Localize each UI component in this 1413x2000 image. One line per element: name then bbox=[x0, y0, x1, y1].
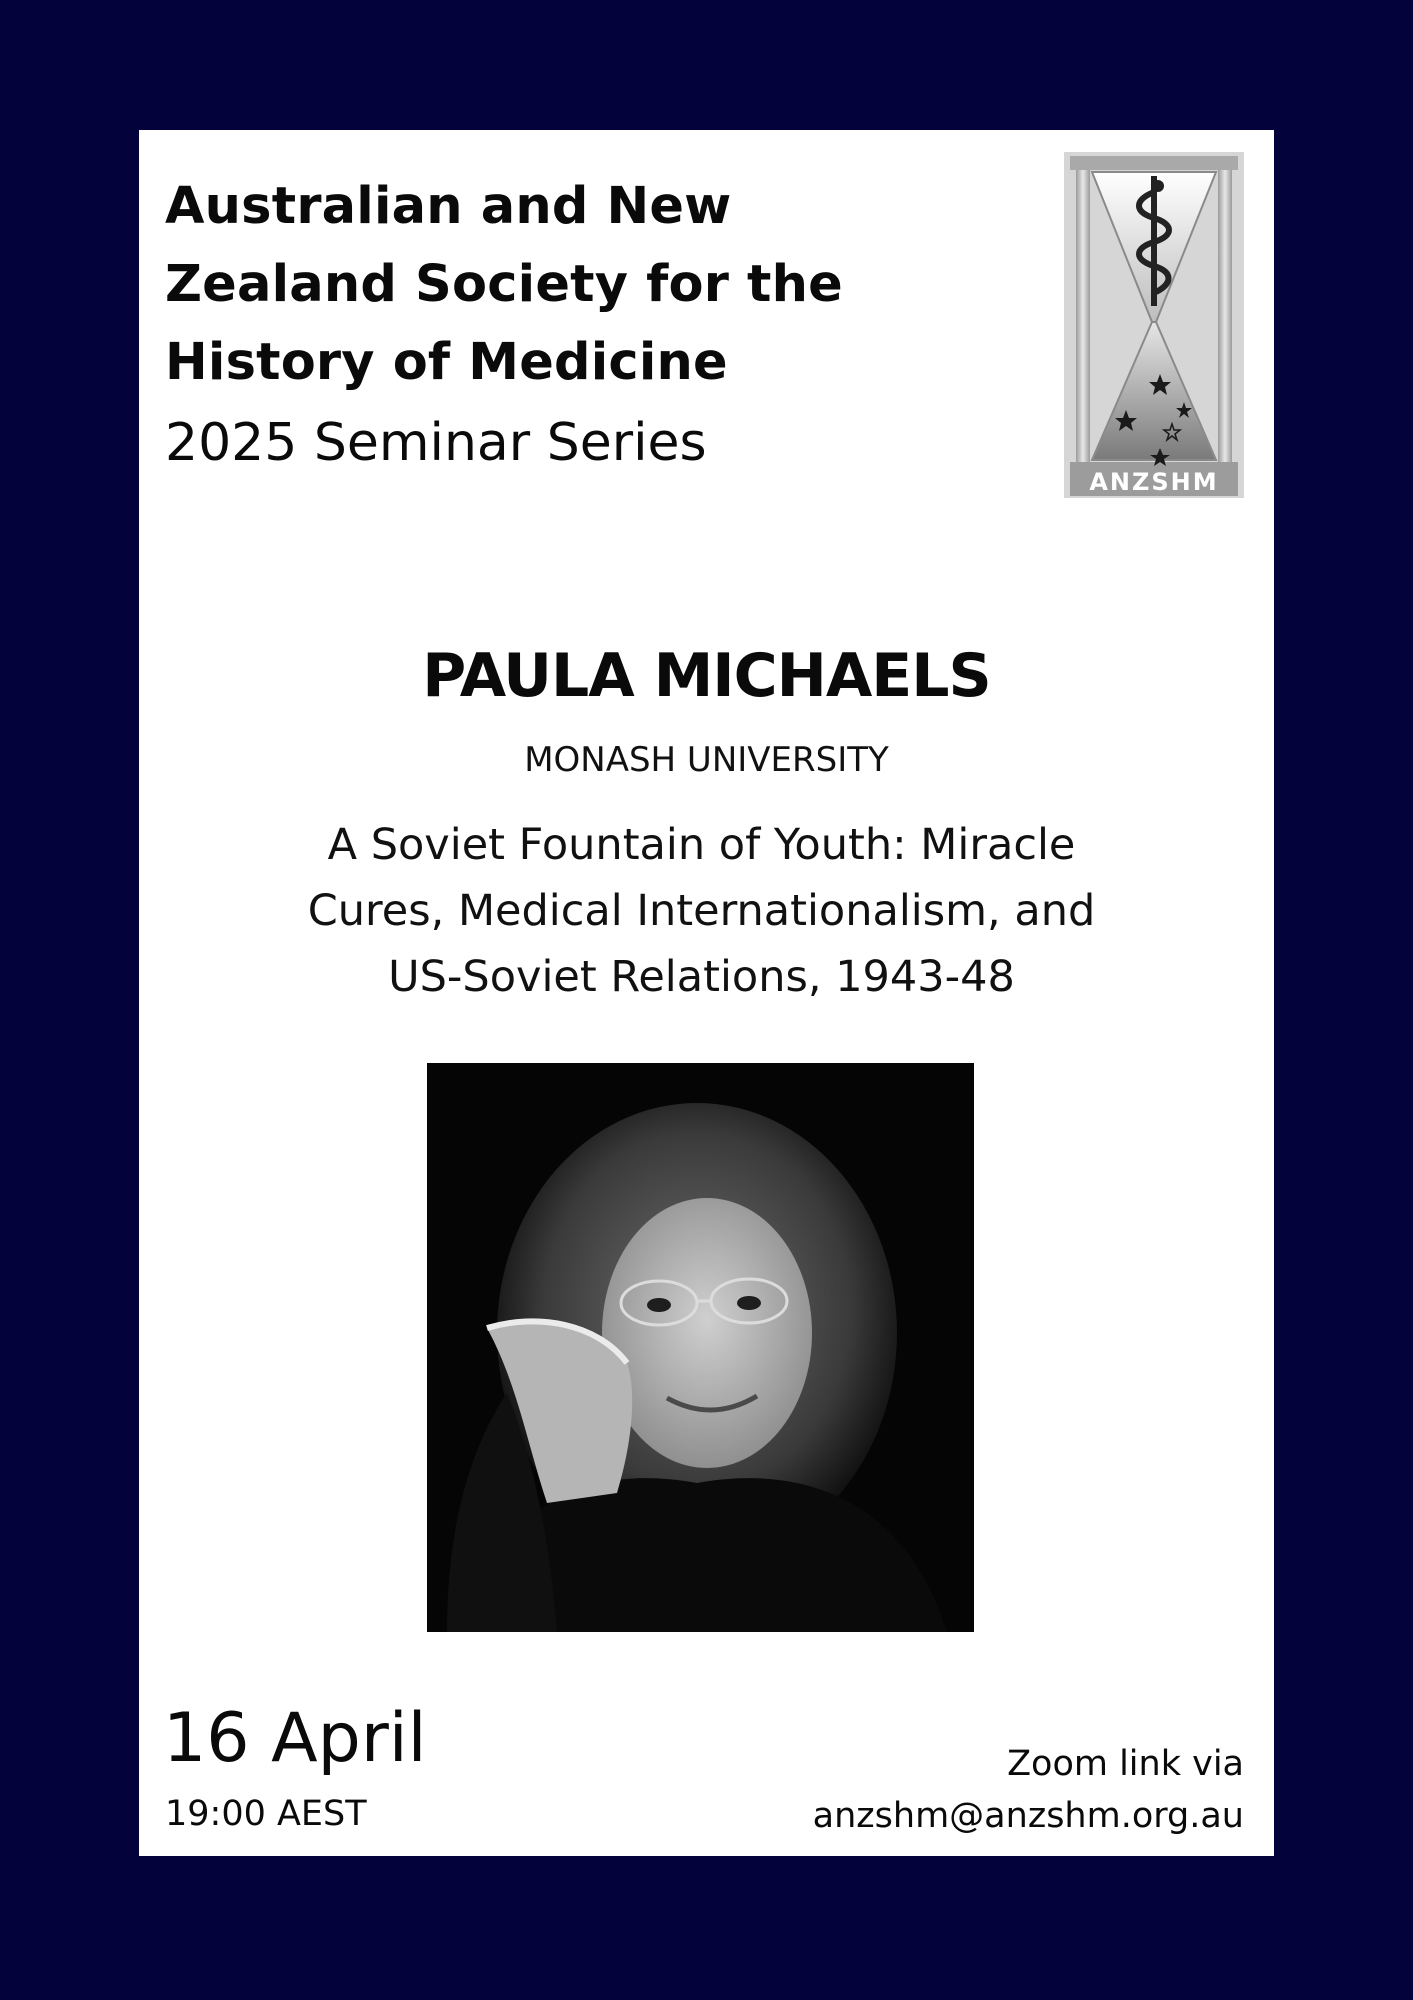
org-name-line-2: Zealand Society for the bbox=[165, 255, 843, 314]
zoom-info bbox=[813, 1738, 1244, 1842]
speaker-photo bbox=[427, 1063, 974, 1632]
speaker-portrait-image bbox=[427, 1063, 974, 1632]
talk-title-line-1: A Soviet Fountain of Youth: Miracle bbox=[327, 820, 1076, 870]
anzshm-logo bbox=[1064, 152, 1244, 498]
speaker-affiliation: MONASH UNIVERSITY bbox=[524, 740, 889, 780]
talk-title-line-2: Cures, Medical Internationalism, and bbox=[307, 886, 1096, 936]
talk-title-line-3: US-Soviet Relations, 1943-48 bbox=[388, 952, 1015, 1002]
org-name-line-1: Australian and New bbox=[165, 177, 732, 236]
event-time: 19:00 AEST bbox=[165, 1794, 367, 1834]
hourglass-caduceus-logo-icon bbox=[1064, 152, 1244, 498]
org-name-line-3: History of Medicine bbox=[165, 333, 728, 392]
seminar-series-label: 2025 Seminar Series bbox=[165, 413, 707, 473]
contact-email[interactable]: anzshm@anzshm.org.au bbox=[812, 1796, 1244, 1836]
zoom-link-label: Zoom link via bbox=[1007, 1744, 1244, 1784]
talk-title bbox=[229, 812, 1174, 1010]
event-date: 16 April bbox=[163, 1699, 427, 1778]
organization-heading bbox=[165, 168, 985, 482]
svg-text:ANZSHM: ANZSHM bbox=[1089, 468, 1219, 496]
speaker-name: PAULA MICHAELS bbox=[422, 641, 991, 711]
poster-card bbox=[139, 130, 1274, 1856]
